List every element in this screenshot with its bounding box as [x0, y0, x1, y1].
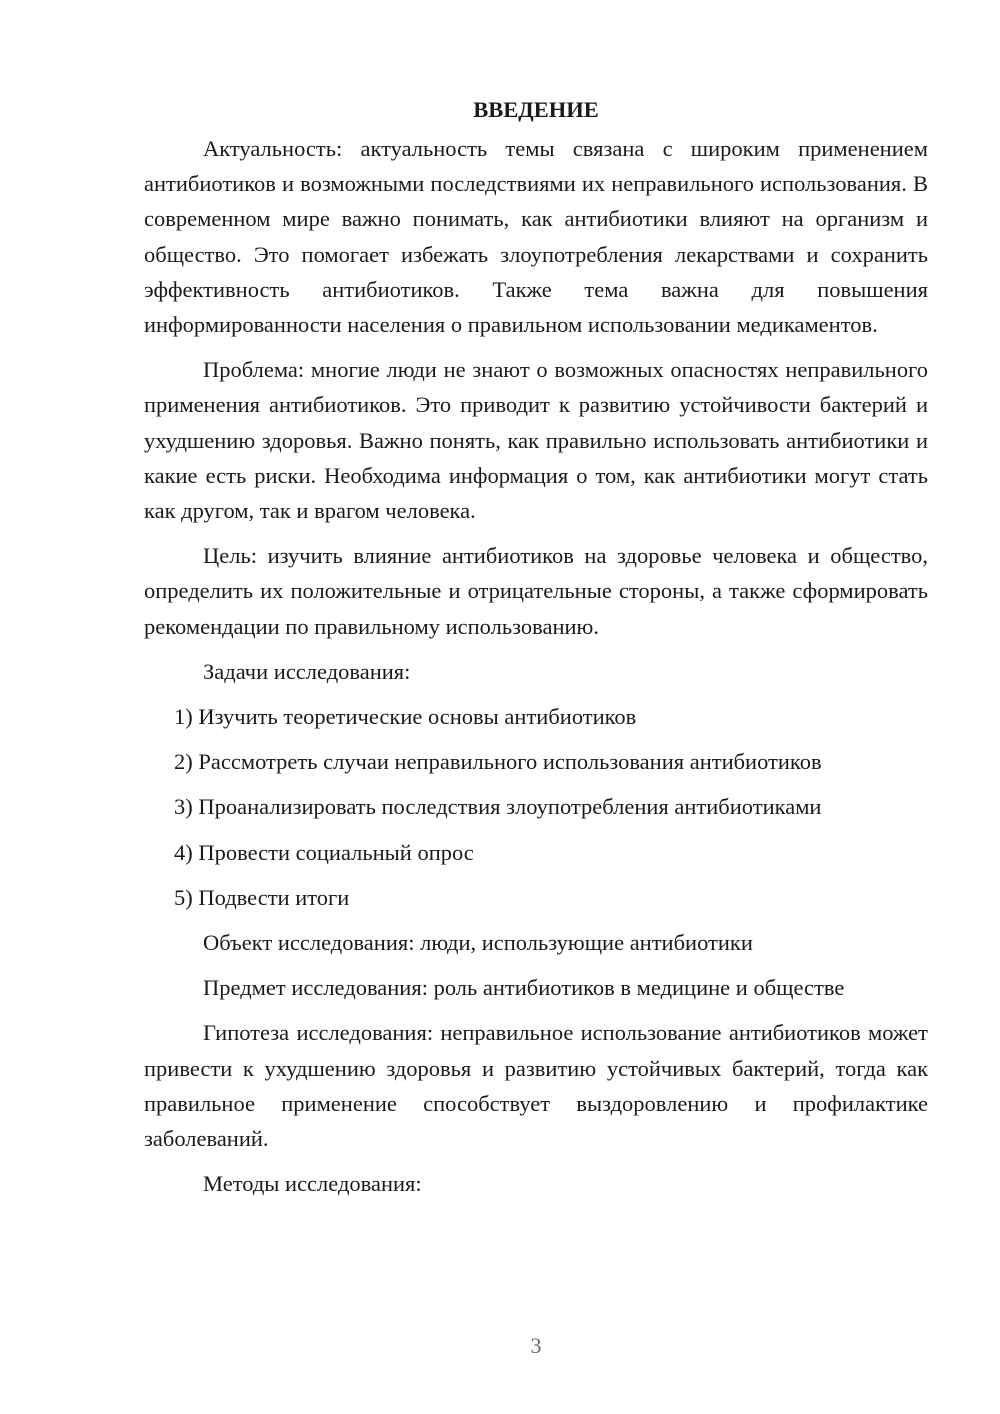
task-item: 4) Провести социальный опрос	[174, 839, 474, 865]
page-title: ВВЕДЕНИЕ	[473, 97, 599, 122]
task-item: 3) Проанализировать последствия злоупотребления антибиотиками	[174, 794, 822, 820]
research-object: Объект исследования: люди, использующие антибиотики	[203, 930, 753, 956]
methods-heading: Методы исследования:	[203, 1171, 422, 1197]
page-number: 3	[530, 1333, 542, 1358]
hypothesis-paragraph: Гипотеза исследования: неправильное использование антибиотиков может привести к ухудшению здоровья и развитию устойчивых бактерий, тогда как правильное применение способствует выздоровлению и профилактике заболеваний.	[144, 1020, 928, 1152]
problem-paragraph: Проблема: многие люди не знают о возможных опасностях неправильного применения антибиотиков. Это приводит к развитию устойчивости бактерий и ухудшению здоровья. Важно понять, как правильно использовать антибиотики и какие есть риски. Необходима информация о том, как антибиотики могут стать как другом, так и врагом человека.	[144, 357, 928, 524]
research-subject: Предмет исследования: роль антибиотиков в медицине и обществе	[203, 975, 845, 1001]
task-item: 2) Рассмотреть случаи неправильного использования антибиотиков	[174, 749, 822, 775]
task-item: 1) Изучить теоретические основы антибиотиков	[174, 704, 637, 730]
goal-paragraph: Цель: изучить влияние антибиотиков на здоровье человека и общество, определить их положительные и отрицательные стороны, а также сформировать рекомендации по правильному использованию.	[144, 543, 928, 639]
relevance-paragraph: Актуальность: актуальность темы связана с широким применением антибиотиков и возможными последствиями их неправильного использования. В современном мире важно понимать, как антибиотики влияют на организм и общество. Это помогает избежать злоупотребления лекарствами и сохранить эффективность антибиотиков. Также тема важна для повышения информированности населения о правильном использовании медикаментов.	[144, 136, 928, 338]
tasks-list	[144, 699, 928, 915]
document-body	[144, 92, 928, 1211]
task-item: 5) Подвести итоги	[174, 884, 350, 910]
tasks-heading: Задачи исследования:	[203, 658, 411, 684]
